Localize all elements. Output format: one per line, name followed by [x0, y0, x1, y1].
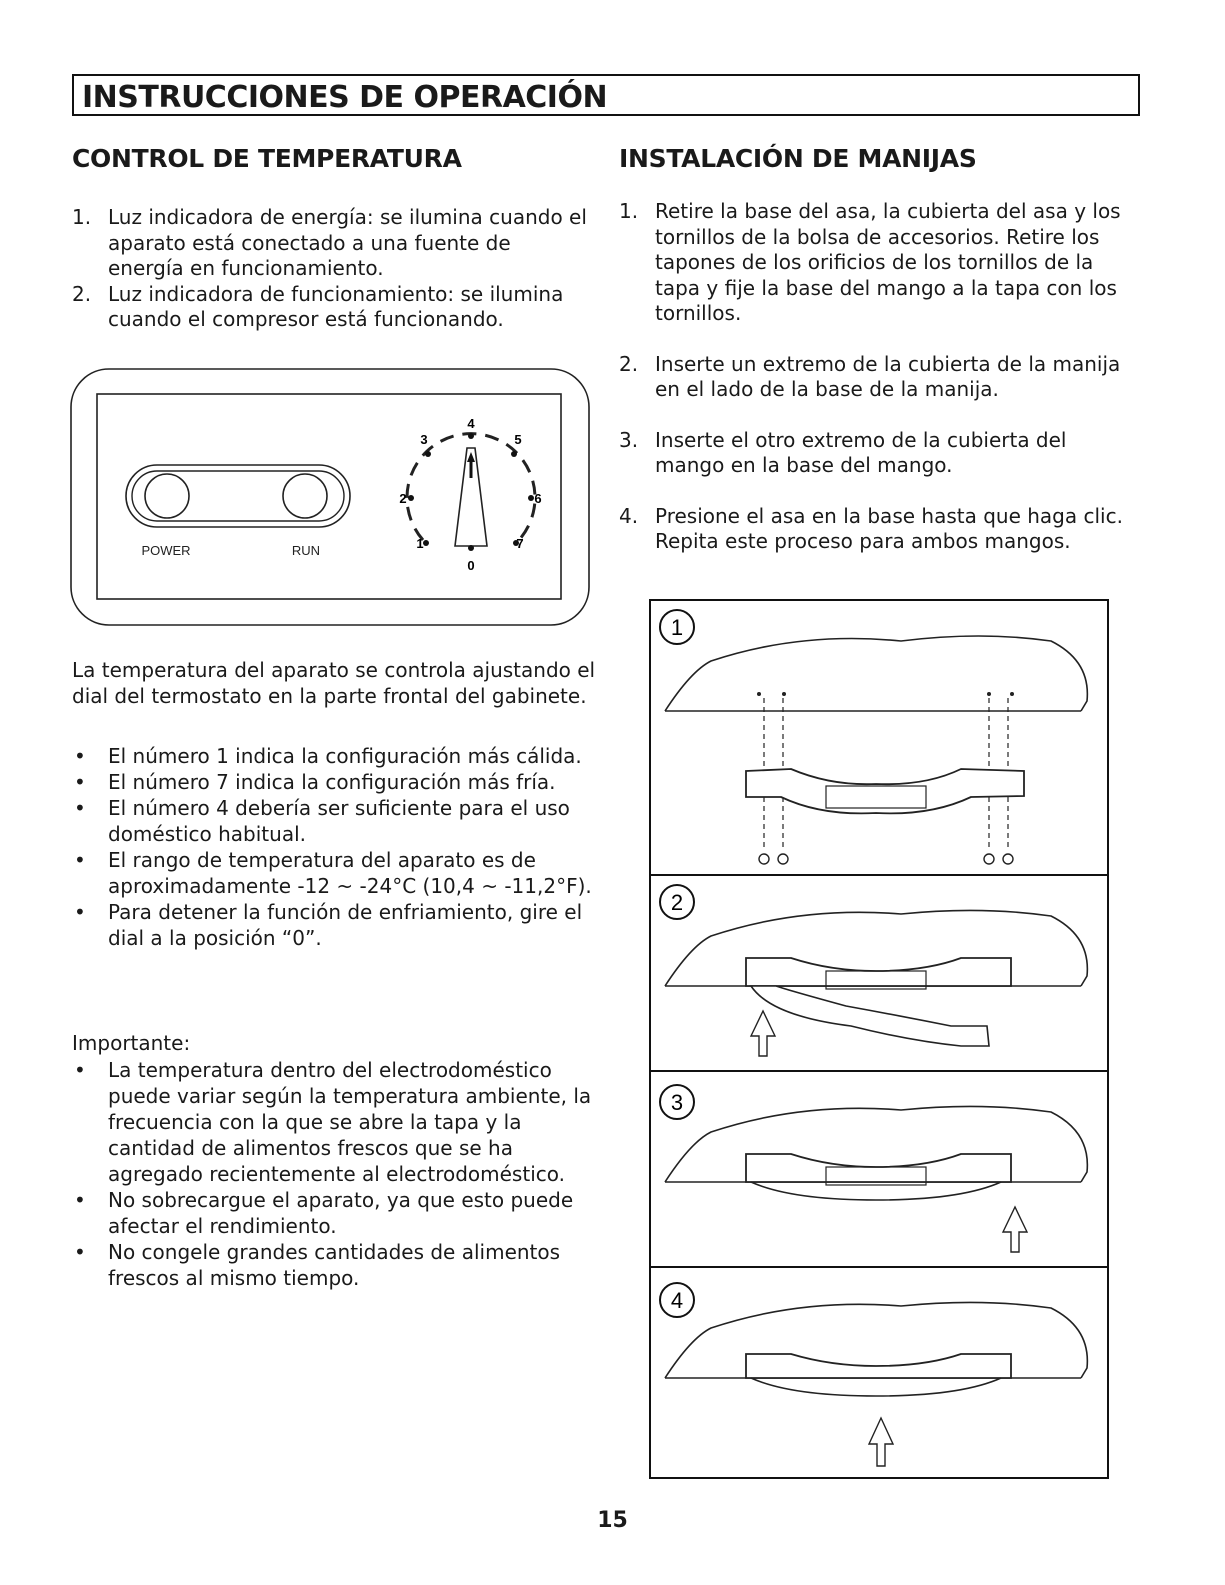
step-1-panel — [651, 601, 1107, 876]
page-number: 15 — [597, 1508, 628, 1533]
bullet-icon: • — [74, 1240, 86, 1264]
list-item: 2. Luz indicadora de funcionamiento: se ilumina cuando el compresor está funcionando. — [72, 281, 564, 331]
handle-steps-illustration — [649, 599, 1109, 1479]
list-item: 3. Inserte el otro extremo de la cubierta del mango en la base del mango. — [619, 427, 1067, 477]
step-4-number: 4 — [670, 1288, 684, 1313]
page-title-box — [72, 74, 1140, 116]
control-panel-illustration — [70, 368, 590, 626]
list-item: 1. Retire la base del asa, la cubierta del asa y los tornillos de la bolsa de accesorios. Retire los tapones de los orificios de los tornillos de la tapa y fije la base del mango a la tapa con los tornillos. — [619, 199, 1121, 325]
important-bullets — [72, 1057, 592, 1291]
run-indicator-light — [283, 474, 327, 518]
list-item: • El número 1 indica la configuración más cálida. — [74, 744, 582, 768]
bullet-icon: • — [74, 770, 86, 794]
list-item: 1. Luz indicadora de energía: se ilumina cuando el aparato está conectado a una fuente de energía en funcionamiento. — [72, 205, 587, 280]
thermostat-dial — [399, 416, 541, 573]
dial-number-2: 2 — [399, 491, 407, 506]
step-4-panel — [651, 1268, 1107, 1477]
list-item: • El número 7 indica la configuración más fría. — [74, 770, 556, 794]
thermostat-intro: La temperatura del aparato se controla ajustando el dial del termostato en la parte frontal del gabinete. — [72, 658, 596, 708]
dial-number-5: 5 — [514, 432, 522, 447]
temperature-control-list — [72, 205, 592, 333]
step-1-number: 1 — [670, 615, 684, 640]
step-3-number: 3 — [670, 1090, 684, 1115]
bullet-icon: • — [74, 796, 86, 820]
temperature-control-heading: CONTROL DE TEMPERATURA — [72, 144, 462, 173]
list-item: • No sobrecargue el aparato, ya que esto puede afectar el rendimiento. — [74, 1188, 574, 1238]
list-item: • Para detener la función de enfriamiento, gire el dial a la posición “0”. — [74, 900, 583, 950]
list-item: • El rango de temperatura del aparato es de aproximadamente -12 ~ -24°C (10,4 ~ -11,2°F). — [74, 848, 592, 898]
dial-number-3: 3 — [420, 432, 428, 447]
power-label: POWER — [141, 543, 191, 558]
important-label: Importante: — [72, 1031, 191, 1055]
handle-installation-heading: INSTALACIÓN DE MANIJAS — [619, 144, 977, 173]
bullet-icon: • — [74, 848, 86, 872]
step-2-panel — [651, 876, 1107, 1072]
handle-installation-list — [619, 199, 1139, 555]
run-label: RUN — [291, 543, 321, 558]
list-item: • No congele grandes cantidades de alimentos frescos al mismo tiempo. — [74, 1240, 561, 1290]
list-item: 4. Presione el asa en la base hasta que haga clic. Repita este proceso para ambos mangos. — [619, 503, 1123, 553]
dial-number-0: 0 — [467, 558, 475, 573]
bullet-icon: • — [74, 1188, 86, 1212]
list-item: 2. Inserte un extremo de la cubierta de la manija en el lado de la base de la manija. — [619, 351, 1121, 401]
list-item: • El número 4 debería ser suficiente para el uso doméstico habitual. — [74, 796, 570, 846]
list-item: • La temperatura dentro del electrodoméstico puede variar según la temperatura ambiente, la frecuencia con la que se abre la tapa y la cantidad de alimentos frescos que se ha agregado recientemente al electrodoméstico. — [74, 1058, 592, 1186]
bullet-icon: • — [74, 1058, 86, 1082]
step-3-panel — [651, 1072, 1107, 1268]
dial-number-6: 6 — [534, 491, 542, 506]
bullet-icon: • — [74, 900, 86, 924]
page-title: INSTRUCCIONES DE OPERACIÓN — [82, 80, 608, 115]
temperature-bullets — [72, 743, 592, 951]
dial-number-1: 1 — [416, 536, 424, 551]
dial-number-4: 4 — [467, 416, 475, 431]
bullet-icon: • — [74, 744, 86, 768]
dial-number-7: 7 — [516, 536, 524, 551]
step-2-number: 2 — [670, 890, 684, 915]
power-indicator-light — [145, 474, 189, 518]
